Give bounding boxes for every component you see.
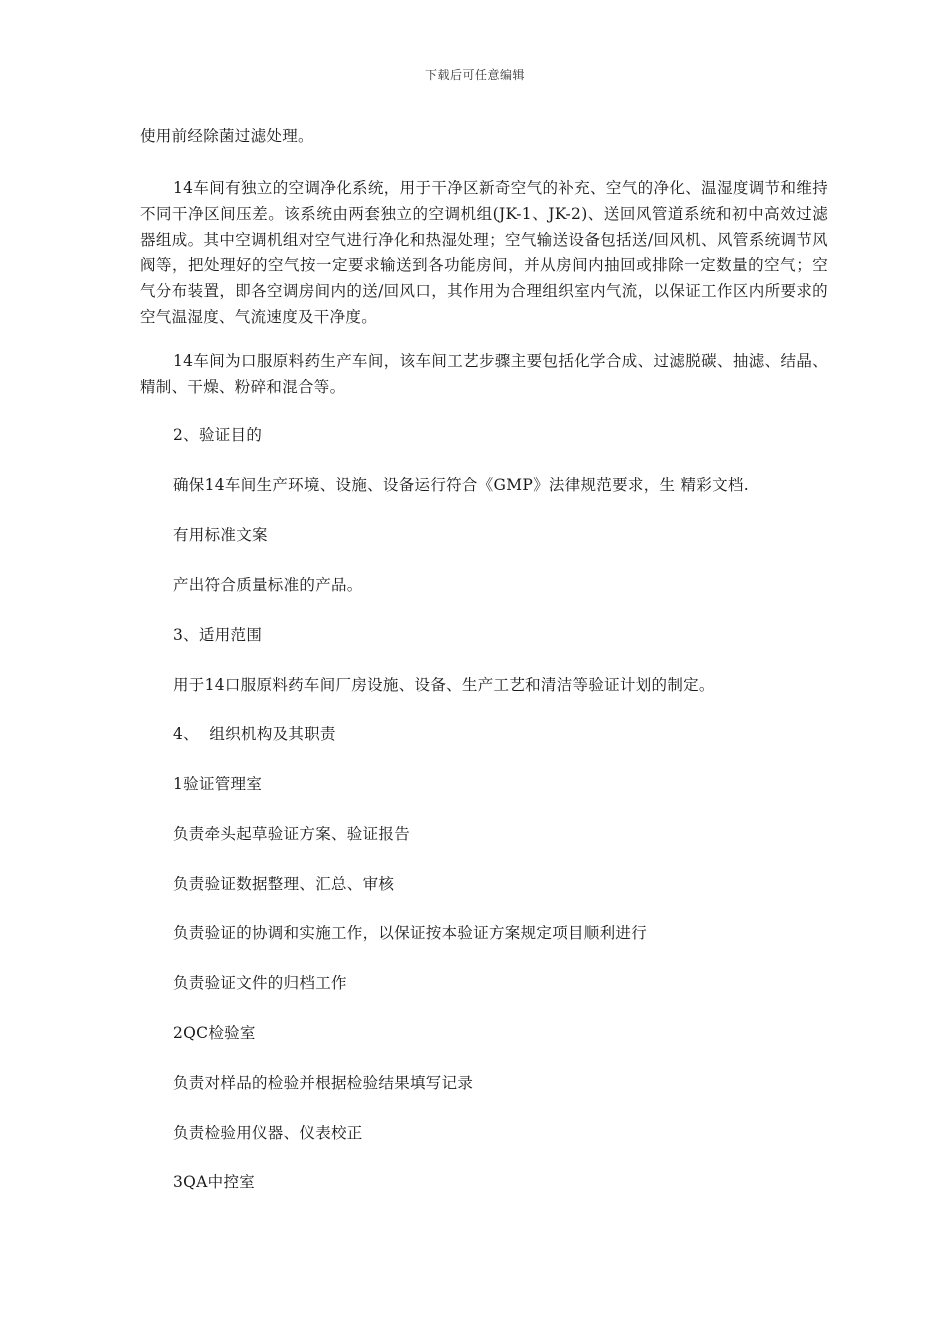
subheading-validation-office: 1验证管理室	[173, 775, 263, 793]
intro-line: 使用前经除菌过滤处理。	[140, 127, 314, 145]
heading-purpose: 2、验证目的	[173, 426, 263, 444]
list-item: 负责验证文件的归档工作	[173, 974, 347, 992]
purpose-line: 确保14车间生产环境、设施、设备运行符合《GMP》法律规范要求，生 精彩文档.	[173, 476, 749, 494]
purpose-line-3: 产出符合质量标准的产品。	[173, 576, 363, 594]
paragraph-hvac-system: 14车间有独立的空调净化系统，用于干净区新奇空气的补充、空气的净化、温湿度调节和维持不同干净区间压差。该系统由两套独立的空调机组(JK-1、JK-2)、送回风管道系统和初中高效过滤器组成。其中空调机组对空气进行净化和热湿处理；空气输送设备包括送/回风机、风管系统调节风阀等，把处理好的空气按一定要求输送到各功能房间，并从房间内抽回或排除一定数量的空气；空气分布装置，即各空调房间内的送/回风口，其作用为合理组织室内气流，以保证工作区内所要求的空气温湿度、气流速度及干净度。	[140, 179, 828, 326]
scope-line: 用于14口服原料药车间厂房设施、设备、生产工艺和清洁等验证计划的制定。	[173, 676, 715, 694]
list-item: 负责验证的协调和实施工作，以保证按本验证方案规定项目顺利进行	[173, 924, 648, 942]
list-item: 负责对样品的检验并根据检验结果填写记录	[173, 1074, 474, 1092]
page-header-note: 下载后可任意编辑	[424, 68, 525, 82]
list-item: 负责牵头起草验证方案、验证报告	[173, 825, 411, 843]
heading-organization: 4、 组织机构及其职责	[173, 725, 336, 743]
list-item: 负责验证数据整理、汇总、审核	[173, 875, 395, 893]
list-item: 负责检验用仪器、仪表校正	[173, 1124, 363, 1142]
heading-scope: 3、适用范围	[173, 626, 263, 644]
subheading-qc-lab: 2QC检验室	[173, 1024, 256, 1042]
subheading-qa-control-room: 3QA中控室	[173, 1173, 256, 1191]
purpose-line-2: 有用标准文案	[173, 526, 268, 544]
paragraph-process: 14车间为口服原料药生产车间，该车间工艺步骤主要包括化学合成、过滤脱碳、抽滤、结晶、精制、干燥、粉碎和混合等。	[140, 352, 828, 396]
